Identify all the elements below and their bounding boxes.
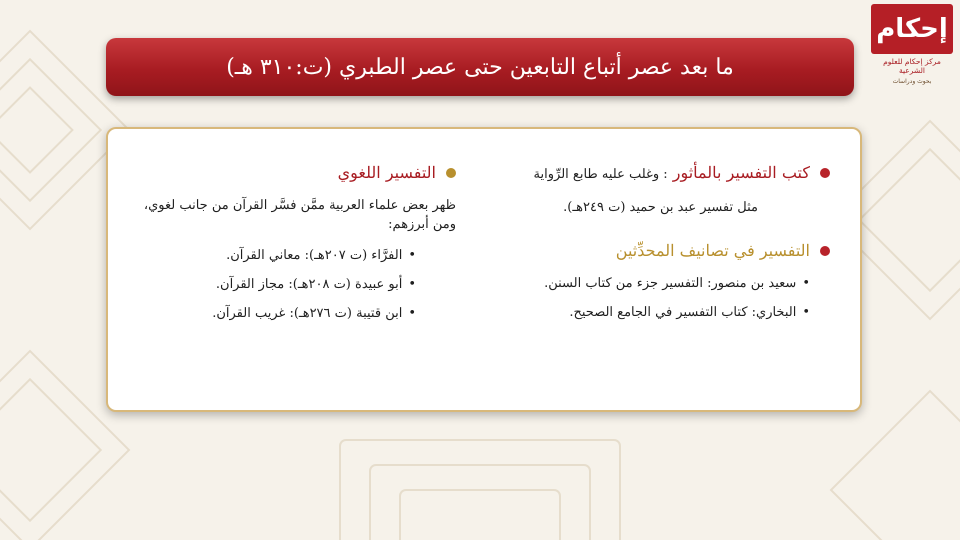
lughawi-item-3: ابن قتيبة (ت ٢٧٦هـ): غريب القرآن.: [212, 306, 403, 321]
lughawi-item-2: أبو عبيدة (ت ٢٠٨هـ): مجاز القرآن.: [215, 277, 403, 292]
red-bullet-icon: [820, 168, 830, 178]
list-item: [136, 277, 416, 292]
logo-name: مركز إحكام للعلوم الشرعية: [883, 57, 941, 75]
right-column: [530, 163, 830, 320]
bullet-icon: •: [802, 305, 810, 320]
list-item: [136, 248, 416, 263]
lughawi-item-1: الفرَّاء (ت ٢٠٧هـ): معاني القرآن.: [226, 248, 403, 263]
list-item: [136, 306, 416, 321]
red-bullet-icon: [820, 246, 830, 256]
muhaddithin-title: التفسير في تصانيف المحدِّثين: [615, 241, 810, 260]
lughawi-title: التفسير اللغوي: [337, 163, 436, 182]
logo-mark: إحكام: [871, 4, 953, 54]
mathur-heading-label: [534, 163, 810, 182]
section-lughawi-heading: [136, 163, 456, 182]
gold-bullet-icon: [446, 168, 456, 178]
left-column: [136, 163, 456, 321]
lughawi-intro-line2: ومن أبرزهم:: [388, 217, 456, 232]
bullet-icon: •: [408, 306, 416, 321]
muhaddithin-item-2: البخاري: كتاب التفسير في الجامع الصحيح.: [569, 305, 797, 320]
bullet-icon: •: [802, 276, 810, 291]
mathur-title: كتب التفسير بالمأثور: [672, 163, 810, 182]
brand-logo: [870, 4, 954, 96]
slide-title: ما بعد عصر أتباع التابعين حتى عصر الطبري (ت:٣١٠ هـ): [226, 54, 734, 80]
logo-tagline: بحوث ودراسات: [892, 78, 932, 85]
content-card: [106, 127, 862, 412]
mathur-example: مثل تفسير عبد بن حميد (ت ٢٤٩هـ).: [563, 200, 758, 215]
mathur-note: : وغلب عليه طابع الرِّواية: [533, 167, 668, 182]
section-muhaddithin-heading: [530, 241, 830, 260]
title-bar: [106, 38, 854, 96]
lughawi-intro-line1: ظهر بعض علماء العربية ممَّن فسَّر القرآن من جانب لغوي،: [143, 198, 456, 213]
muhaddithin-item-1: سعيد بن منصور: التفسير جزء من كتاب السنن.: [544, 276, 797, 291]
list-item: [530, 305, 810, 320]
bullet-icon: •: [408, 248, 416, 263]
list-item: [530, 276, 810, 291]
bullet-icon: •: [408, 277, 416, 292]
section-mathur-heading: [530, 163, 830, 182]
